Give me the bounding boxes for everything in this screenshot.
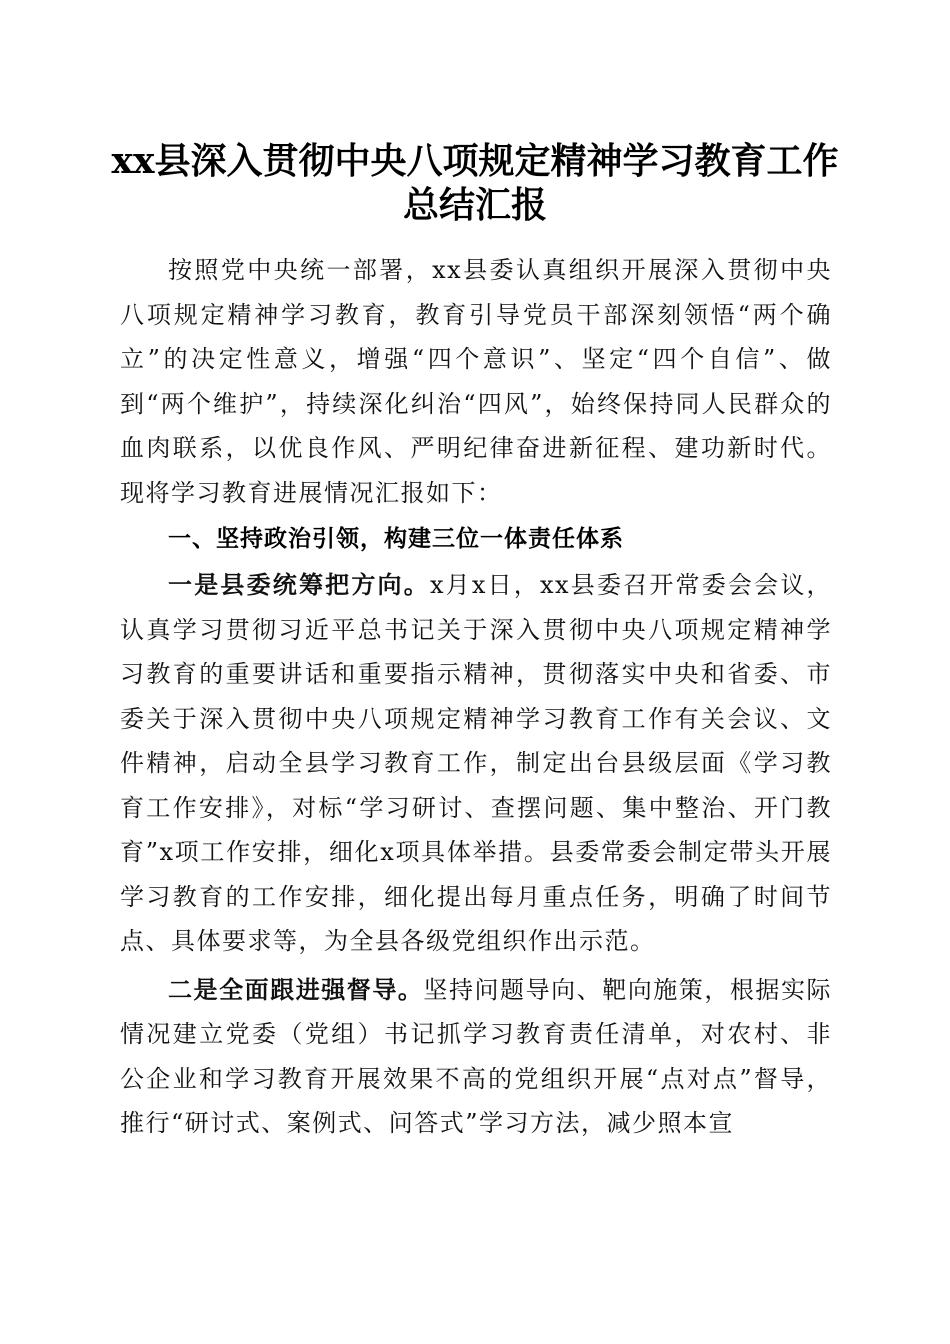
paragraph-1 (120, 563, 832, 964)
paragraph-2-lead: 二是全面跟进强督导。 (168, 974, 424, 1004)
paragraph-1-body: x月x日，xx县委召开常委会会议，认真学习贯彻习近平总书记关于深入贯彻中央八项规定精神学习教育的重要讲话和重要指示精神，贯彻落实中央和省委、市委关于深入贯彻中央八项规定精神学习教育工作有关会议、文件精神，启动全县学习教育工作，制定出台县级层面《学习教育工作安排》，对标“学习研讨、查摆问题、集中整治、开门教育”x项工作安排，细化x项具体举措。县委常委会制定带头开展学习教育的工作安排，细化提出每月重点任务，明确了时间节点、具体要求等，为全县各级党组织作出示范。 (120, 571, 833, 955)
document-body (120, 248, 832, 1146)
paragraph-2 (120, 968, 832, 1146)
paragraph-1-lead: 一是县委统筹把方向。 (168, 570, 430, 599)
document-title: xx县深入贯彻中央八项规定精神学习教育工作总结汇报 (111, 140, 839, 226)
paragraph-2-body: 坚持问题导向、靶向施策，根据实际情况建立党委（党组）书记抓学习教育责任清单，对农村、非公企业和学习教育开展效果不高的党组织开展“点对点”督导，推行“研讨式、案例式、问答式”学习方法，减少照本宣 (120, 975, 833, 1137)
section-heading-1: 一、坚持政治引领，构建三位一体责任体系 (168, 526, 624, 552)
intro-paragraph: 按照党中央统一部署，xx县委认真组织开展深入贯彻中央八项规定精神学习教育，教育引导党员干部深刻领悟“两个确立”的决定性意义，增强“四个意识”、坚定“四个自信”、做到“两个维护”，持续深化纠治“四风”，始终保持同人民群众的血肉联系，以优良作风、严明纪律奋进新征程、建功新时代。现将学习教育进展情况汇报如下： (120, 256, 832, 507)
